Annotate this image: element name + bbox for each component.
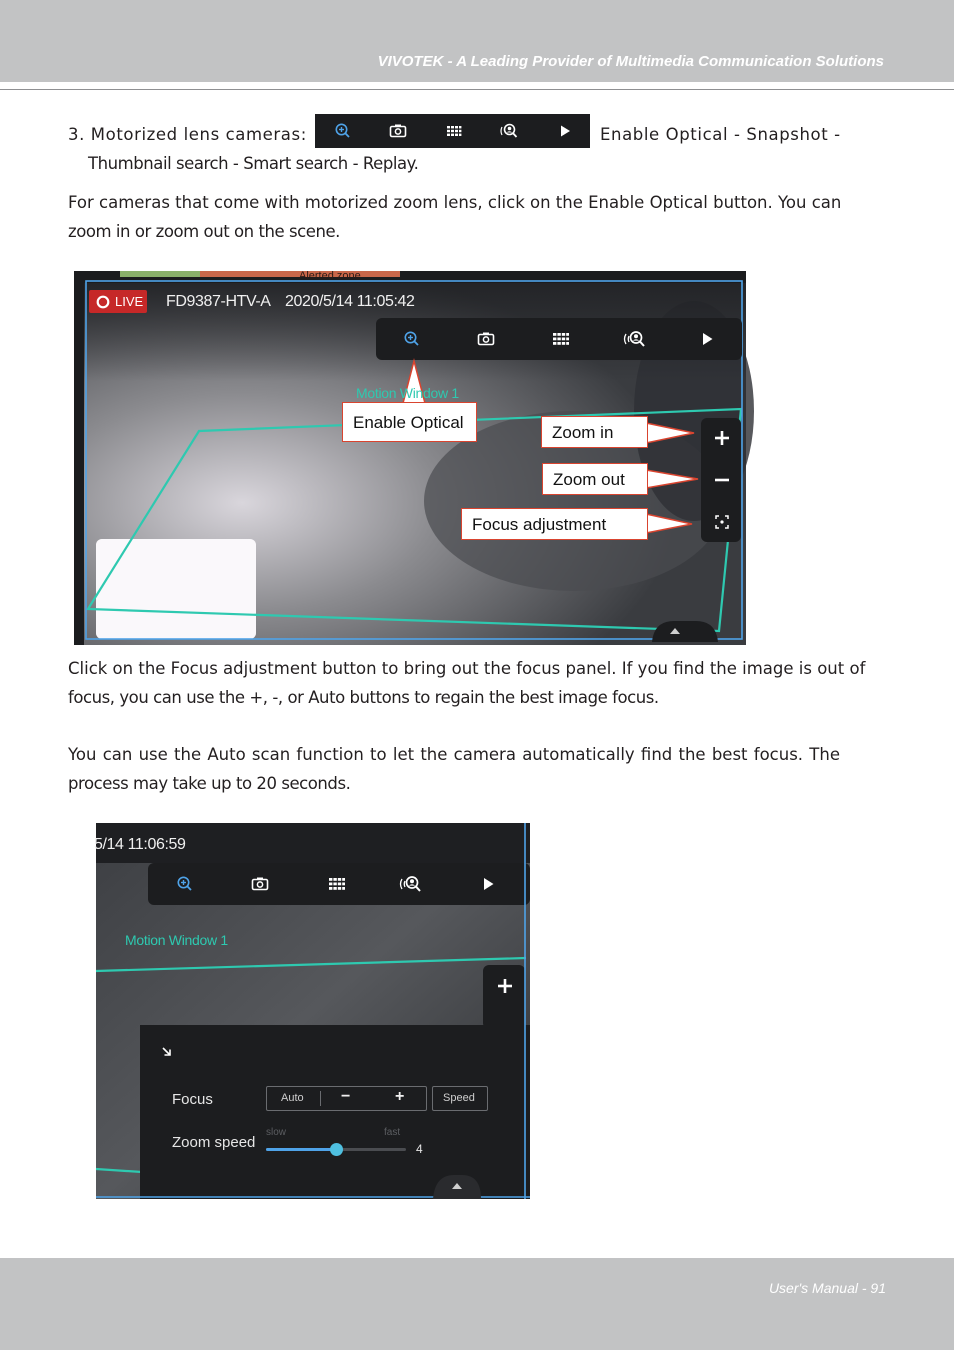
- zoom-speed-slider[interactable]: [266, 1148, 406, 1151]
- focus-icon[interactable]: [711, 511, 733, 533]
- plus-icon[interactable]: [494, 975, 516, 997]
- inline-toolbar-image: [315, 114, 590, 148]
- grid-icon[interactable]: [326, 873, 348, 895]
- slider-max-label: fast: [384, 1127, 401, 1138]
- camera-icon: [387, 120, 409, 142]
- section3-line2: Thumbnail search - Smart search - Replay.: [88, 154, 419, 173]
- zoom-in-icon: [332, 120, 354, 142]
- grid-icon[interactable]: [550, 328, 572, 350]
- paragraph-1-line-2: zoom in or zoom out on the scene.: [68, 222, 340, 241]
- plus-icon[interactable]: [711, 427, 733, 449]
- auto-button[interactable]: Auto: [281, 1092, 304, 1104]
- camera-icon[interactable]: [475, 328, 497, 350]
- callout-zoom-out: Zoom out: [542, 463, 648, 495]
- focus-label: Focus: [172, 1091, 213, 1108]
- alerted-zone-label: [299, 269, 361, 274]
- collapse-arrow-icon[interactable]: [160, 1045, 174, 1059]
- section3-trail: Enable Optical - Snapshot -: [600, 125, 841, 144]
- grid-icon: [443, 120, 465, 142]
- zoom-in-icon[interactable]: [174, 873, 196, 895]
- minus-icon[interactable]: [711, 469, 733, 491]
- play-icon[interactable]: [696, 328, 718, 350]
- live-badge: [89, 290, 147, 313]
- play-icon: [554, 120, 576, 142]
- camera-name: FD9387-HTV-A: [166, 293, 271, 310]
- slider-thumb[interactable]: [330, 1143, 343, 1156]
- focus-panel-scene: [96, 823, 530, 1199]
- motion-window-label: Motion Window 1: [356, 385, 459, 401]
- paragraph-2-line-2: focus, you can use the +, -, or Auto buttons to regain the best image focus.: [68, 688, 659, 707]
- footer-band: [0, 1258, 954, 1350]
- speed-button-label: Speed: [443, 1092, 475, 1104]
- focus-control-group: [266, 1086, 427, 1111]
- smart-search-icon[interactable]: [621, 328, 649, 350]
- record-dot-icon: [96, 295, 110, 309]
- footer-page-label: User's Manual - 91: [768, 1280, 886, 1296]
- paragraph-3-line-1: You can use the Auto scan function to let the camera automatically find the best focus. The: [68, 745, 840, 764]
- header-title: VIVOTEK - A Leading Provider of Multimedia Communication Solutions: [377, 53, 884, 70]
- paragraph-1-line-1: For cameras that come with motorized zoom lens, click on the Enable Optical button. You can: [68, 193, 842, 212]
- live-view-screenshot: [74, 271, 746, 645]
- zoom-speed-label: Zoom speed: [172, 1134, 256, 1151]
- zoom-in-icon[interactable]: [401, 328, 423, 350]
- camera-icon[interactable]: [249, 873, 271, 895]
- button-divider: [320, 1091, 321, 1106]
- smart-search-icon[interactable]: [397, 873, 425, 895]
- header-divider: [0, 89, 954, 90]
- play-icon[interactable]: [477, 873, 499, 895]
- section3-lead: 3. Motorized lens cameras:: [68, 125, 307, 144]
- slider-min-label: slow: [266, 1127, 287, 1138]
- smart-search-icon: [498, 120, 520, 142]
- speed-button[interactable]: [432, 1086, 488, 1111]
- live-label: LIVE: [115, 294, 144, 309]
- callout-focus-adjustment: Focus adjustment: [461, 508, 648, 540]
- paragraph-3-line-2: process may take up to 20 seconds.: [68, 774, 351, 793]
- paragraph-2-line-1: Click on the Focus adjustment button to bring out the focus panel. If you find the image is out of: [68, 659, 866, 678]
- live-timestamp: 2020/5/14 11:05:42: [285, 293, 415, 310]
- motion-window-label: Motion Window 1: [125, 932, 228, 948]
- snapshot-timestamp: 5/14 11:06:59: [94, 836, 186, 853]
- zoom-speed-value: 4: [416, 1142, 423, 1156]
- slider-fill: [266, 1148, 336, 1151]
- focus-panel-screenshot: [96, 823, 530, 1199]
- focus-minus-button[interactable]: −: [341, 1088, 351, 1105]
- callout-enable-optical: Enable Optical: [342, 402, 477, 442]
- focus-plus-button[interactable]: +: [395, 1088, 405, 1105]
- callout-zoom-in: Zoom in: [541, 416, 648, 448]
